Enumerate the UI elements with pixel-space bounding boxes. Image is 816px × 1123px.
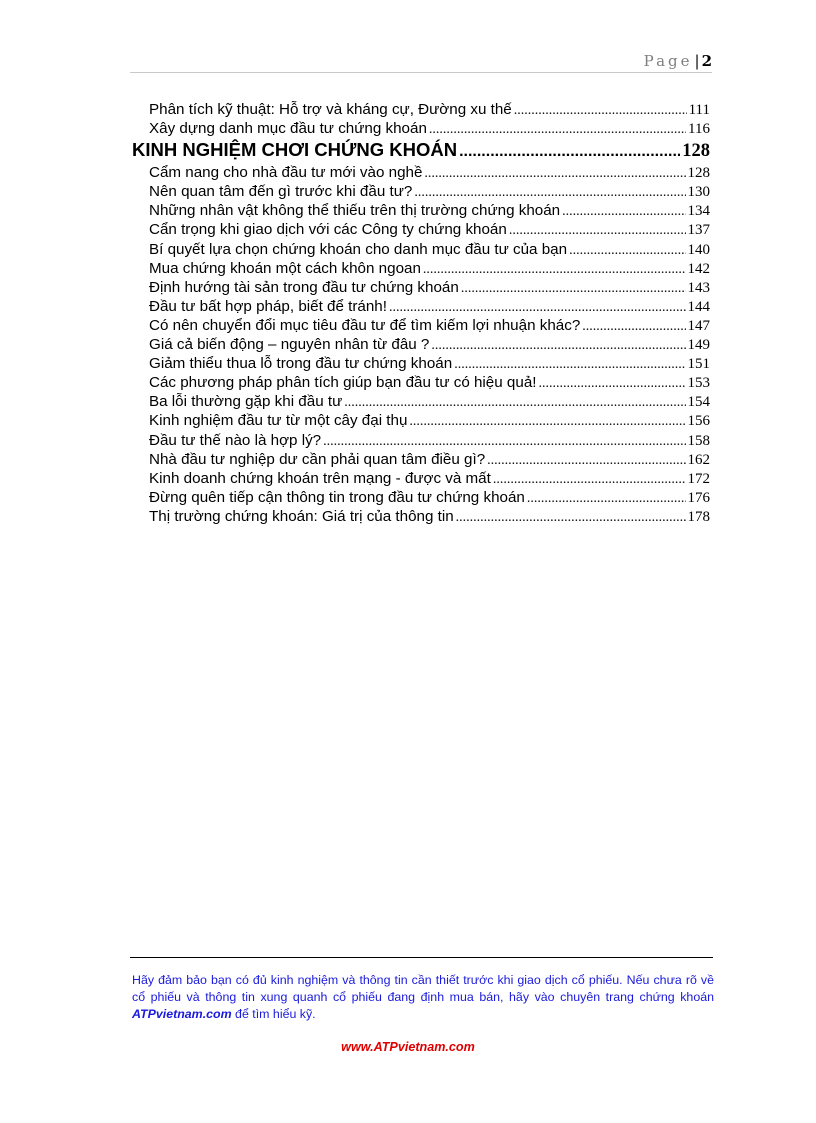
toc-entry[interactable] bbox=[130, 260, 710, 279]
toc-entry-title: Kinh nghiệm đầu tư từ một cây đại thụ bbox=[149, 412, 408, 430]
toc-dot-leader bbox=[538, 376, 685, 392]
toc-dot-leader bbox=[431, 338, 685, 354]
page-separator: | bbox=[694, 52, 700, 70]
footer-note bbox=[132, 972, 714, 1023]
toc-entry-title: Nên quan tâm đến gì trước khi đầu tư? bbox=[149, 183, 413, 201]
toc-entry-title: Các phương pháp phân tích giúp bạn đầu tư có hiệu quả! bbox=[149, 374, 537, 392]
toc-dot-leader bbox=[493, 472, 686, 488]
toc-entry[interactable] bbox=[130, 120, 710, 139]
toc-entry[interactable] bbox=[130, 202, 710, 221]
page-number: 2 bbox=[701, 52, 712, 70]
toc-entry[interactable] bbox=[130, 183, 710, 202]
toc-entry[interactable] bbox=[130, 279, 710, 298]
toc-entry-page: 134 bbox=[687, 203, 710, 220]
toc-dot-leader bbox=[456, 510, 686, 526]
table-of-contents bbox=[130, 101, 710, 527]
toc-dot-leader bbox=[514, 103, 687, 119]
footer-note-text: Hãy đảm bảo bạn có đủ kinh nghiệm và thông tin cần thiết trước khi giao dịch cổ phiếu. Nếu chưa rõ về cổ phiếu và thông tin xung quanh cổ phiếu đang định mua bán, hãy vào chuyên trang chứng khoán bbox=[132, 973, 714, 1004]
toc-dot-leader bbox=[527, 491, 686, 507]
toc-entry-title: Phân tích kỹ thuật: Hỗ trợ và kháng cự, Đường xu thế bbox=[149, 101, 512, 118]
toc-entry[interactable] bbox=[130, 241, 710, 260]
toc-entry-title: Giá cả biến động – nguyên nhân từ đâu ? bbox=[149, 336, 430, 354]
toc-dot-leader bbox=[569, 243, 685, 259]
footer-website-link[interactable]: www.ATPvietnam.com bbox=[341, 1040, 475, 1054]
toc-entry-page: 137 bbox=[687, 222, 710, 239]
toc-entry[interactable] bbox=[130, 508, 710, 527]
toc-entry[interactable] bbox=[130, 374, 710, 393]
toc-entry-page: 149 bbox=[687, 337, 710, 354]
toc-entry-page: 156 bbox=[687, 413, 710, 430]
toc-entry-title: Nhà đầu tư nghiệp dư cần phải quan tâm điều gì? bbox=[149, 450, 486, 468]
toc-entry-page: 144 bbox=[687, 298, 710, 315]
toc-entry-title: Đừng quên tiếp cận thông tin trong đầu tư chứng khoán bbox=[149, 488, 525, 506]
toc-entry-title: Giảm thiểu thua lỗ trong đầu tư chứng khoán bbox=[149, 355, 453, 373]
toc-entry-title: Kinh doanh chứng khoán trên mạng - được và mất bbox=[149, 469, 491, 487]
toc-entry[interactable] bbox=[130, 451, 710, 470]
toc-dot-leader bbox=[323, 434, 685, 450]
toc-entry[interactable] bbox=[130, 432, 710, 451]
toc-entry-title: Ba lỗi thường gặp khi đầu tư bbox=[149, 393, 343, 411]
toc-entry-title: Cẩn trọng khi giao dịch với các Công ty chứng khoán bbox=[149, 221, 507, 239]
toc-entry[interactable] bbox=[130, 393, 710, 412]
footer-divider bbox=[130, 957, 713, 958]
toc-entry-title: Cẩm nang cho nhà đầu tư mới vào nghề bbox=[149, 164, 423, 182]
toc-dot-leader bbox=[344, 395, 685, 411]
toc-entry[interactable] bbox=[130, 470, 710, 489]
toc-entry-title: KINH NGHIỆM CHƠI CHỨNG KHOÁN bbox=[132, 139, 458, 161]
toc-entry-page: 154 bbox=[687, 394, 710, 411]
toc-dot-leader bbox=[414, 185, 685, 201]
toc-dot-leader bbox=[409, 414, 685, 430]
toc-entry-page: 130 bbox=[687, 184, 710, 201]
toc-dot-leader bbox=[389, 300, 686, 316]
toc-entry-title: Những nhân vật không thể thiếu trên thị trường chứng khoán bbox=[149, 202, 561, 220]
toc-entry-page: 176 bbox=[687, 489, 710, 506]
toc-dot-leader bbox=[562, 204, 685, 220]
toc-entry[interactable] bbox=[130, 489, 710, 508]
toc-dot-leader bbox=[582, 319, 685, 335]
page-header bbox=[130, 50, 712, 73]
toc-entry-page: 153 bbox=[687, 375, 710, 392]
footer-brand-link[interactable]: ATPvietnam.com bbox=[132, 1007, 232, 1021]
toc-dot-leader bbox=[487, 453, 685, 469]
toc-entry[interactable] bbox=[130, 164, 710, 183]
toc-entry[interactable] bbox=[130, 298, 710, 317]
toc-dot-leader bbox=[461, 281, 686, 297]
toc-entry-page: 147 bbox=[687, 317, 710, 334]
toc-entry-title: Đầu tư thế nào là hợp lý? bbox=[149, 431, 322, 449]
toc-dot-leader bbox=[459, 143, 680, 161]
toc-dot-leader bbox=[454, 357, 685, 373]
toc-entry-title: Có nên chuyển đổi mục tiêu đầu tư để tìm kiếm lợi nhuận khác? bbox=[149, 316, 581, 334]
footer-note-tail: để tìm hiểu kỹ. bbox=[231, 1007, 316, 1021]
toc-dot-leader bbox=[429, 122, 686, 138]
toc-dot-leader bbox=[423, 262, 686, 278]
toc-entry-title: Định hướng tài sản trong đầu tư chứng khoán bbox=[149, 278, 459, 296]
toc-entry-title: Đầu tư bất hợp pháp, biết để tránh! bbox=[149, 297, 387, 315]
toc-entry[interactable] bbox=[130, 317, 710, 336]
toc-entry[interactable] bbox=[130, 221, 710, 240]
toc-entry-page: 128 bbox=[687, 165, 710, 182]
toc-dot-leader bbox=[424, 166, 685, 182]
toc-entry-page: 172 bbox=[687, 470, 710, 487]
toc-entry-title: Thị trường chứng khoán: Giá trị của thông tin bbox=[149, 507, 454, 525]
toc-entry[interactable] bbox=[130, 101, 710, 120]
toc-entry[interactable] bbox=[130, 412, 710, 431]
toc-entry-page: 128 bbox=[682, 141, 710, 162]
toc-entry-page: 143 bbox=[687, 279, 710, 296]
toc-heading[interactable] bbox=[130, 139, 710, 164]
toc-entry-page: 178 bbox=[687, 508, 710, 525]
toc-entry-page: 140 bbox=[687, 241, 710, 258]
toc-entry-page: 158 bbox=[687, 432, 710, 449]
toc-entry-title: Xây dựng danh mục đầu tư chứng khoán bbox=[149, 120, 427, 138]
toc-entry-title: Mua chứng khoán một cách khôn ngoan bbox=[149, 259, 421, 277]
page-number-label bbox=[644, 52, 712, 70]
toc-entry-page: 142 bbox=[687, 260, 710, 277]
toc-entry-page: 162 bbox=[687, 451, 710, 468]
page-label: Page bbox=[643, 52, 693, 70]
toc-entry-page: 151 bbox=[687, 356, 710, 373]
toc-entry[interactable] bbox=[130, 355, 710, 374]
toc-entry-page: 116 bbox=[688, 121, 710, 138]
toc-dot-leader bbox=[509, 223, 686, 239]
toc-entry-page: 111 bbox=[688, 102, 710, 118]
toc-entry-title: Bí quyết lựa chọn chứng khoán cho danh mục đầu tư của bạn bbox=[149, 240, 568, 258]
toc-entry[interactable] bbox=[130, 336, 710, 355]
